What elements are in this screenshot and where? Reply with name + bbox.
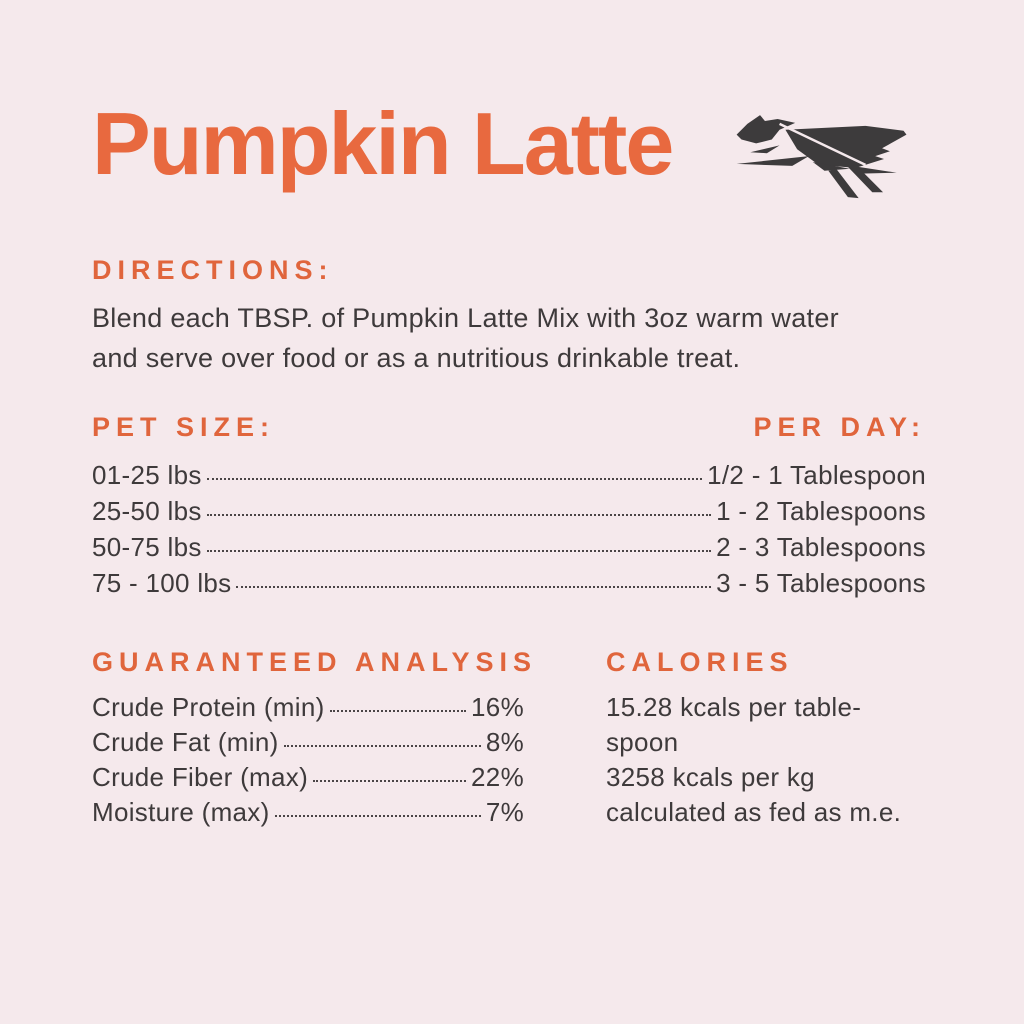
analysis-label: Moisture (max): [92, 797, 270, 827]
pet-size-value: 75 - 100 lbs: [92, 568, 232, 598]
per-day-value: 2 - 3 Tablespoons: [716, 532, 926, 562]
per-day-value: 3 - 5 Tablespoons: [716, 568, 926, 598]
calories-line: 15.28 kcals per table-: [606, 692, 862, 722]
per-day-value: 1 - 2 Tablespoons: [716, 496, 926, 526]
pet-size-value: 50-75 lbs: [92, 532, 202, 562]
dot-leader: [207, 514, 711, 516]
analysis-row: [92, 760, 524, 795]
dot-leader: [207, 478, 702, 480]
calories-heading: CALORIES: [606, 647, 794, 677]
feeding-row: [92, 457, 926, 493]
calories-line: 3258 kcals per kg: [606, 762, 815, 792]
per-day-heading: PER DAY:: [753, 412, 926, 442]
pet-size-value: 01-25 lbs: [92, 460, 202, 490]
guaranteed-analysis-heading: GUARANTEED ANALYSIS: [92, 647, 538, 677]
pet-size-heading: PET SIZE:: [92, 412, 276, 442]
feeding-row: [92, 529, 926, 565]
guaranteed-analysis-section: [92, 647, 538, 830]
feeding-row: [92, 565, 926, 601]
analysis-value: 7%: [485, 797, 524, 827]
analysis-label: Crude Protein (min): [92, 692, 325, 722]
product-title: Pumpkin Latte: [92, 94, 673, 193]
dot-leader: [330, 710, 466, 712]
flying-dog-icon: [721, 102, 926, 225]
directions-text: Blend each TBSP. of Pumpkin Latte Mix with 3oz warm water and serve over food or as a nutritious drinkable treat.: [92, 303, 839, 373]
analysis-value: 22%: [471, 762, 524, 792]
analysis-row: [92, 690, 524, 725]
per-day-value: 1/2 - 1 Tablespoon: [707, 460, 926, 490]
directions-section: [92, 255, 926, 378]
bottom-columns: [92, 647, 926, 830]
dot-leader: [275, 815, 481, 817]
dot-leader: [284, 745, 481, 747]
feeding-headings: [92, 412, 926, 443]
analysis-value: 8%: [485, 727, 524, 757]
directions-heading: DIRECTIONS:: [92, 255, 334, 285]
calories-section: [606, 647, 926, 830]
analysis-label: Crude Fiber (max): [92, 762, 309, 792]
pet-size-value: 25-50 lbs: [92, 496, 202, 526]
feeding-section: [92, 412, 926, 601]
dot-leader: [313, 780, 466, 782]
feeding-row: [92, 493, 926, 529]
analysis-row: [92, 725, 524, 760]
analysis-label: Crude Fat (min): [92, 727, 279, 757]
analysis-row: [92, 795, 524, 830]
dot-leader: [207, 550, 711, 552]
analysis-value: 16%: [471, 692, 524, 722]
dot-leader: [236, 586, 711, 588]
header: [92, 96, 926, 225]
calories-line: calculated as fed as m.e.: [606, 797, 902, 827]
calories-line: spoon: [606, 727, 679, 757]
